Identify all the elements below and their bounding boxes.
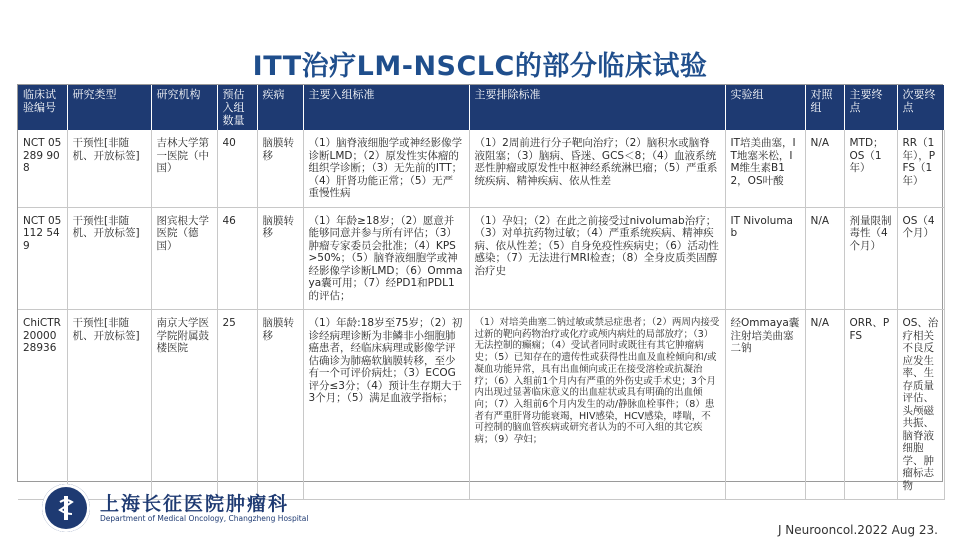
hospital-name-en: Department of Medical Oncology, Changzheng Hospital <box>100 514 309 523</box>
header-exclusion: 主要排除标准 <box>469 85 725 130</box>
header-enrollment: 预估入组数量 <box>217 85 257 130</box>
cell-inclusion: （1）年龄≥18岁；（2）愿意并能够同意并参与所有评估；（3）肿瘤专家委员会批准；（4）KPS>50%；（5）脑脊液细胞学或神经影像学诊断LMD；（6）Ommaya囊可用；（7）经PD1和PDL1的评估； <box>303 207 469 310</box>
cell-enrollment: 25 <box>217 310 257 500</box>
header-control: 对照组 <box>805 85 844 130</box>
header-experimental: 实验组 <box>725 85 805 130</box>
clinical-trials-table-container <box>17 84 943 492</box>
cell-primary-endpoint: ORR、PFS <box>844 310 897 500</box>
header-disease: 疾病 <box>257 85 303 130</box>
cell-study-type: 干预性[非随机、开放标签] <box>67 207 151 310</box>
cell-experimental: IT Nivolumab <box>725 207 805 310</box>
cell-control: N/A <box>805 130 844 207</box>
cell-experimental: IT培美曲塞，IT地塞米松，IM维生素B12，OS叶酸 <box>725 130 805 207</box>
table-row <box>18 130 944 207</box>
cell-trial-id: NCT 05289 908 <box>18 130 67 207</box>
cell-enrollment: 40 <box>217 130 257 207</box>
cell-institution: 南京大学医学院附属鼓楼医院 <box>151 310 217 500</box>
cell-inclusion: （1）年龄:18岁至75岁；（2）初诊经病理诊断为非鳞非小细胞肺癌患者，经临床病理或影像学评估确诊为肺癌软脑膜转移，至少有一个可评价病灶；（3）ECOG评分≤3分；（4）预计生存期大于3个月；（5）满足血液学指标； <box>303 310 469 500</box>
cell-exclusion: （1）孕妇；（2）在此之前接受过nivolumab治疗；（3）对单抗药物过敏；（4）严重系统疾病、精神疾病、依从性差；（5）自身免疫性疾病史；（6）活动性感染；（7）无法进行MRI检查；（8）全身皮质类固醇治疗史 <box>469 207 725 310</box>
table-row <box>18 310 944 500</box>
cell-secondary-endpoint: OS（4个月） <box>897 207 944 310</box>
cell-control: N/A <box>805 310 844 500</box>
header-trial-id: 临床试验编号 <box>18 85 67 130</box>
cell-study-type: 干预性[非随机、开放标签] <box>67 130 151 207</box>
header-institution: 研究机构 <box>151 85 217 130</box>
hospital-name-cn: 上海长征医院肿瘤科 <box>100 493 290 515</box>
cell-institution: 吉林大学第一医院（中国） <box>151 130 217 207</box>
cell-inclusion: （1）脑脊液细胞学或神经影像学诊断LMD；（2）原发性实体瘤的组织学诊断；（3）无先前的ITT；（4）肝肾功能正常；（5）无严重慢性病 <box>303 130 469 207</box>
cell-secondary-endpoint: OS、治疗相关不良反应发生率、生存质量评估、头颅磁共振、脑脊液细胞学、肿瘤标志物 <box>897 310 944 500</box>
cell-disease: 脑膜转移 <box>257 207 303 310</box>
header-study-type: 研究类型 <box>67 85 151 130</box>
clinical-trials-table <box>18 85 945 500</box>
page-title: ITT治疗LM-NSCLC的部分临床试验 <box>252 51 708 82</box>
cell-trial-id: ChiCTR 20000 28936 <box>18 310 67 500</box>
cell-trial-id: NCT 05112 549 <box>18 207 67 310</box>
header-inclusion: 主要入组标准 <box>303 85 469 130</box>
cell-experimental: 经Ommaya囊注射培美曲塞二钠 <box>725 310 805 500</box>
cell-disease: 脑膜转移 <box>257 310 303 500</box>
hospital-emblem-icon <box>42 484 90 532</box>
header-primary-endpoint: 主要终点 <box>844 85 897 130</box>
header-secondary-endpoint: 次要终点 <box>897 85 944 130</box>
cell-institution: 图宾根大学医院（德国） <box>151 207 217 310</box>
cell-study-type: 干预性[非随机、开放标签] <box>67 310 151 500</box>
cell-exclusion: （1）2周前进行分子靶向治疗；（2）脑积水或脑脊液阻塞；（3）脑病、昏迷、GCS＜8；（4）血液系统恶性肿瘤或原发性中枢神经系统淋巴瘤；（5）严重系统疾病、精神疾病、依从性差 <box>469 130 725 207</box>
table-row <box>18 207 944 310</box>
cell-enrollment: 46 <box>217 207 257 310</box>
cell-disease: 脑膜转移 <box>257 130 303 207</box>
cell-secondary-endpoint: RR（1年），PFS（1年） <box>897 130 944 207</box>
table-header-row <box>18 85 944 130</box>
cell-primary-endpoint: 剂量限制毒性（4个月） <box>844 207 897 310</box>
cell-exclusion: （1）对培美曲塞二钠过敏或禁忌症患者；（2）两周内接受过新的靶向药物治疗或化疗或颅内病灶的局部放疗；（3）无法控制的癫痫；（4）受试者同时或既往有其它肿瘤病史；（5）已知存在的遗传性或获得性出血及血栓倾向和/或凝血功能异常，具有出血倾向或正在接受溶栓或抗凝治疗；（6）入组前1个月内有严重的外伤史或手术史；3个月内出现过显著临床意义的出血症状或具有明确的出血倾向；（7）入组前6个月内发生的动/静脉血栓事件；（8）患者有严重肝肾功能衰竭，HIV感染，HCV感染，哮喘，不可控制的脑血管疾病或研究者认为的不可入组的其它疾病；（9）孕妇； <box>469 310 725 500</box>
cell-primary-endpoint: MTD；OS（1年） <box>844 130 897 207</box>
citation: J Neurooncol.2022 Aug 23. <box>777 523 938 537</box>
cell-control: N/A <box>805 207 844 310</box>
